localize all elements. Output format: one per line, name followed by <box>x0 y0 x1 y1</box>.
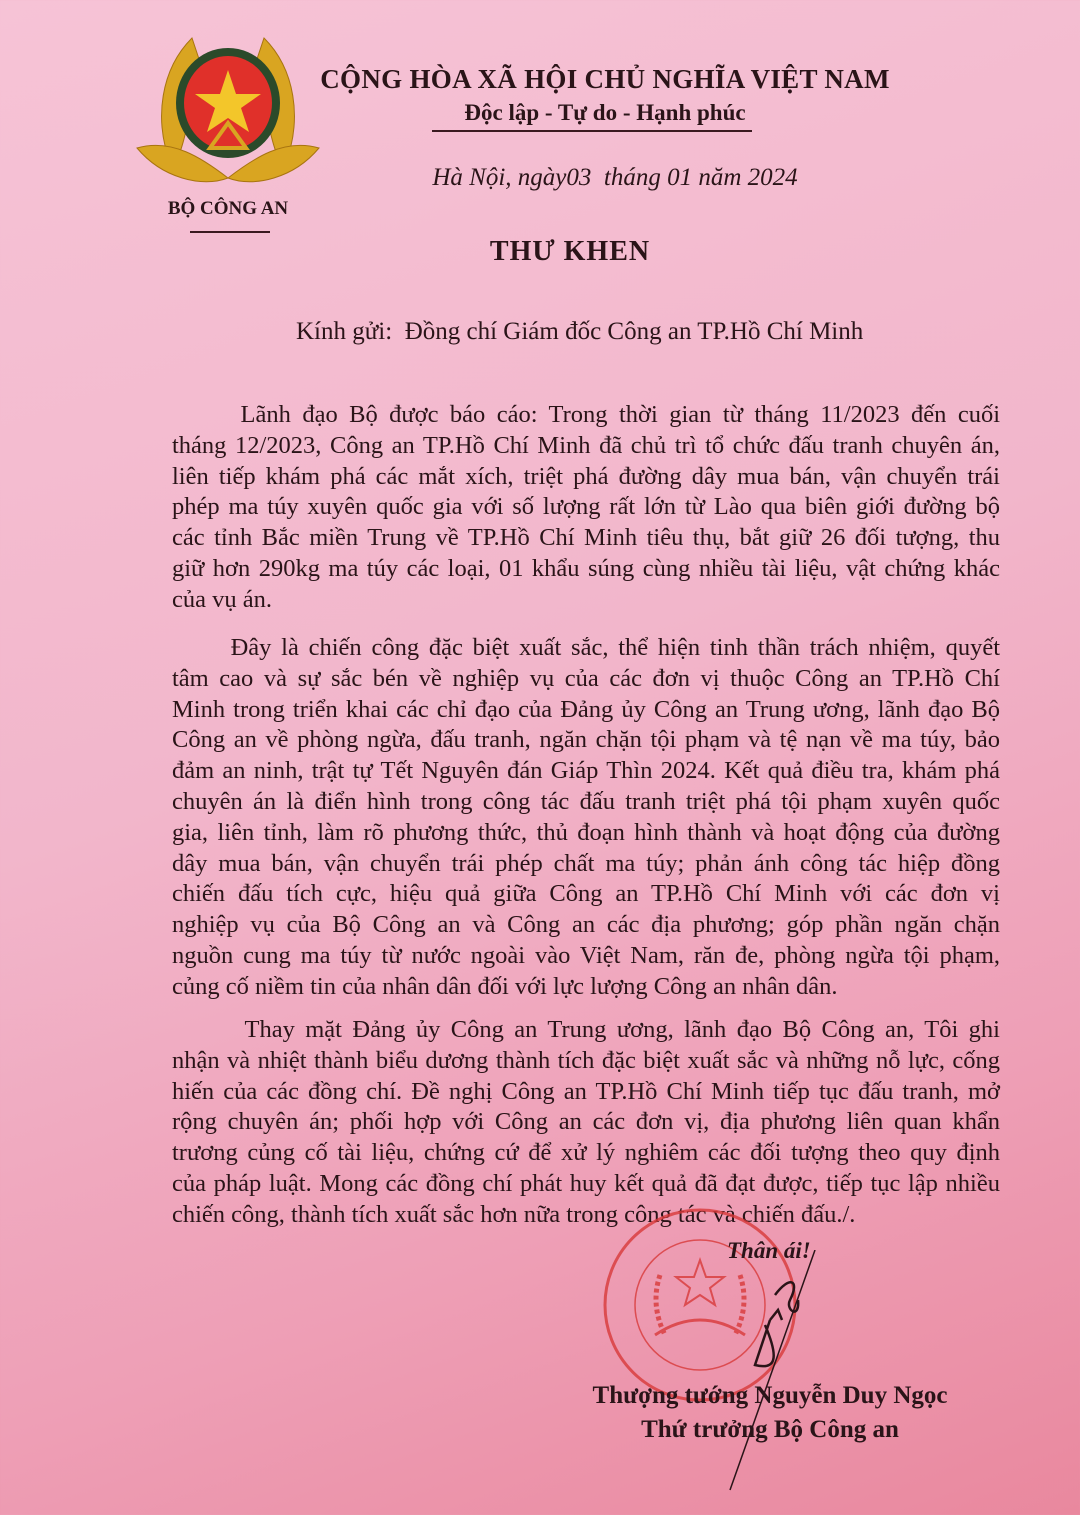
text-line: liên tiếp khám phá các mắt xích, triệt phá đường dây mua bán, vận chuyển trái <box>172 462 1000 490</box>
text-line: của vụ án. <box>172 585 272 613</box>
signer-position: Thứ trưởng Bộ Công an <box>641 1416 899 1443</box>
text-line: Đây là chiến công đặc biệt xuất sắc, thể hiện tinh thần trách nhiệm, quyết <box>172 634 1000 661</box>
text-line: phép ma túy xuyên quốc gia với số lượng rất lớn từ Lào qua biên giới đường bộ <box>172 493 1000 521</box>
text-line: gia, liên tỉnh, làm rõ phương thức, thủ đoạn hình thành và hoạt động của đường <box>172 818 1000 846</box>
text-line: giữ hơn 290kg ma túy các loại, 01 khẩu súng cùng nhiều tài liệu, vật chứng khác <box>172 554 1000 582</box>
signature <box>720 1250 840 1500</box>
body-paragraph-1 <box>172 400 1000 616</box>
document-title: THƯ KHEN <box>489 236 651 267</box>
text-line: Lãnh đạo Bộ được báo cáo: Trong thời gian từ tháng 11/2023 đến cuối <box>172 401 1000 428</box>
text-line: nhận và nhiệt thành biểu dương thành tích đặc biệt xuất sắc và những nỗ lực, cống <box>172 1046 1000 1074</box>
motto: Độc lập - Tự do - Hạnh phúc <box>464 100 746 125</box>
text-line: rộng chuyên án; phối hợp với Công an các đơn vị, địa phương liên quan khẩn <box>172 1108 1000 1136</box>
text-line: Thay mặt Đảng ủy Công an Trung ương, lãnh đạo Bộ Công an, Tôi ghi <box>172 1016 1000 1043</box>
text-line: chuyên án là điển hình trong công tác đấu tranh triệt phá tội phạm xuyên quốc <box>172 787 1000 815</box>
text-line: tâm cao và sự sắc bén về nghiệp vụ của các đơn vị thuộc Công an TP.Hồ Chí <box>172 664 1000 692</box>
text-line: Công an về phòng ngừa, đấu tranh, ngăn chặn tội phạm và tệ nạn về ma túy, bảo <box>172 726 1000 754</box>
text-line: dây mua bán, vận chuyển trái phép chất ma túy; phản ánh công tác hiệp đồng <box>172 849 1000 877</box>
divider <box>190 231 270 233</box>
body-paragraph-2 <box>172 633 1000 1003</box>
text-line: Minh trong triển khai các chỉ đạo của Đảng ủy Công an Trung ương, lãnh đạo Bộ <box>172 695 1000 723</box>
body-paragraph-3 <box>172 1015 1000 1231</box>
text-line: trương củng cố tài liệu, chứng cứ để xử lý nghiêm các đối tượng theo quy định <box>172 1139 1000 1167</box>
date-line: Hà Nội, ngày03 tháng 01 năm 2024 <box>432 164 798 191</box>
recipient-line: Kính gửi: Đồng chí Giám đốc Công an TP.Hồ Chí Minh <box>296 318 864 345</box>
organization-name: BỘ CÔNG AN <box>167 198 289 219</box>
text-line: chiến công, thành tích xuất sắc hơn nữa trong công tác và chiến đấu./. <box>172 1200 856 1228</box>
police-emblem-logo <box>132 28 324 198</box>
text-line: chiến đấu tích cực, hiệu quả giữa Công an TP.Hồ Chí Minh với các đơn vị <box>172 880 1000 908</box>
text-line: củng cố niềm tin của nhân dân đối với lực lượng Công an nhân dân. <box>172 972 838 1000</box>
text-line: đảm an ninh, trật tự Tết Nguyên đán Giáp Thìn 2024. Kết quả điều tra, khám phá <box>172 757 1000 785</box>
text-line: của pháp luật. Mong các đồng chí phát huy kết quả đã đạt được, tiếp tục lập nhiều <box>172 1169 1000 1197</box>
text-line: nguồn cung ma túy từ nước ngoài vào Việt Nam, răn đe, phòng ngừa tội phạm, <box>172 941 1000 969</box>
closing-greeting: Thân ái! <box>727 1238 811 1263</box>
text-line: các tỉnh Bắc miền Trung về TP.Hồ Chí Minh tiêu thụ, bắt giữ 26 đối tượng, thu <box>172 524 1000 552</box>
text-line: tháng 12/2023, Công an TP.Hồ Chí Minh đã chủ trì tổ chức đấu tranh chuyên án, <box>172 431 1000 459</box>
text-line: nghiệp vụ của Bộ Công an và Công an các địa phương; góp phần ngăn chặn <box>172 911 1000 939</box>
nation-heading: CỘNG HÒA XÃ HỘI CHỦ NGHĨA VIỆT NAM <box>320 64 890 94</box>
divider <box>432 130 752 132</box>
signer-name: Thượng tướng Nguyễn Duy Ngọc <box>592 1382 948 1409</box>
text-line: hiến của các đồng chí. Đề nghị Công an TP.Hồ Chí Minh tiếp tục đấu tranh, mở <box>172 1077 1000 1105</box>
